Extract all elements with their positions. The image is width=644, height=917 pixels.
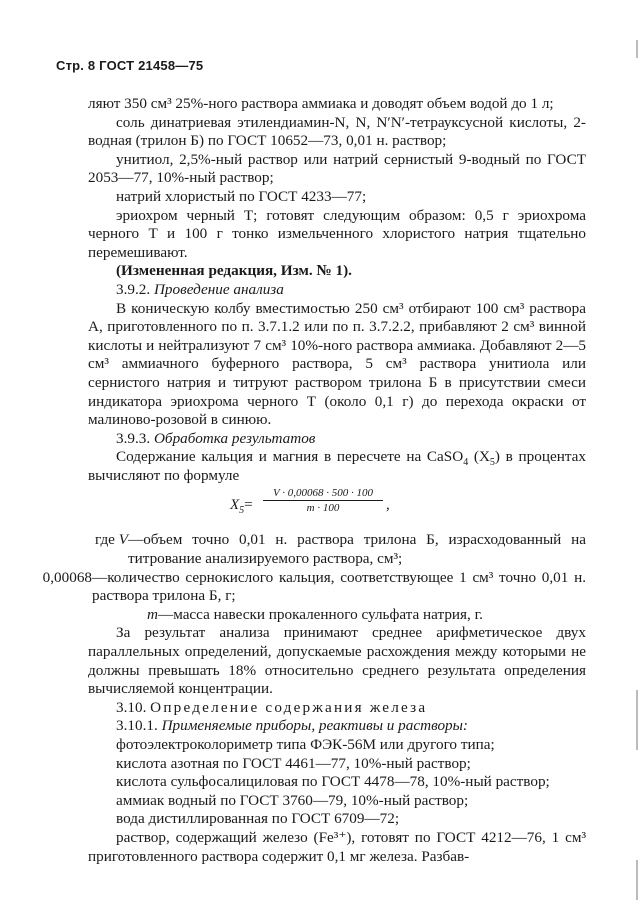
definition-text [128, 531, 586, 568]
subscript: 4 [463, 457, 469, 469]
section-title: Применяемые приборы, реактивы и растворы: [161, 717, 468, 735]
page-header [56, 58, 203, 73]
section-number: 3.9.2. [116, 280, 151, 298]
paragraph-ammonia-continued: ляют 350 см³ 25%-ного раствора аммиака и доводят объем водой до 1 л; [88, 95, 554, 112]
definition-variable: m [147, 605, 158, 623]
section-number: 3.9.3. [116, 429, 151, 447]
definition-description: масса навески прокаленного сульфата натрия, г. [173, 605, 483, 623]
paragraph-unithiol: унитиол, 2,5%-ный раствор или натрий сернистый 9-водный по ГОСТ 2053—77, 10%-ный раствор; [88, 150, 586, 187]
formula-lhs [230, 497, 253, 517]
formula-variable: X [230, 497, 240, 514]
definition-symbol [106, 606, 158, 625]
standard-code: ГОСТ 21458—75 [99, 58, 204, 73]
text-run: ) в процентах вычисляют по формуле [88, 448, 587, 484]
paragraph-result: За результат анализа принимают среднее арифметическое двух параллельных определений, допускаемые расхождения между которыми не должны превышать 18% относительно среднего результата определения вычисляемой концентрации. [88, 624, 586, 698]
paragraph-trilon-b: соль динатриевая этилендиамин-N, N, N′N′-тетрауксусной кислоты, 2-водная (трилон Б) по ГОСТ 10652—73, 0,01 н. раствор; [88, 113, 586, 150]
definition-symbol [76, 531, 128, 568]
formula-x5 [88, 487, 586, 527]
page-number: Стр. 8 [56, 58, 96, 73]
paragraph-calc-intro [88, 448, 586, 485]
paragraph-photocolorimeter: фотоэлектроколориметр типа ФЭК-56М или другого типа; [116, 736, 495, 753]
definition-v [88, 531, 586, 568]
section-title: Определение содержания железа [150, 698, 428, 716]
definition-coefficient [42, 568, 586, 606]
section-3-9-3-heading [88, 430, 586, 449]
paragraph-aqueous-ammonia: аммиак водный по ГОСТ 3760—79, 10%-ный раствор; [116, 791, 469, 809]
definition-m [88, 606, 586, 625]
paragraph-eriochrome: эриохром черный Т; готовят следующим образом: 0,5 г эриохрома черного Т и 100 г тонко измельченного хлористого натрия тщательно перемешивают. [88, 206, 586, 261]
definition-text [92, 569, 586, 606]
definition-dash: — [128, 531, 144, 549]
text-run: (X [468, 448, 490, 466]
definition-dash: — [158, 605, 174, 623]
paragraph-sodium-chloride: натрий хлористый по ГОСТ 4233—77; [116, 187, 367, 205]
formula-equals: = [244, 497, 253, 514]
paragraph-nitric-acid: кислота азотная по ГОСТ 4461—77, 10%-ный раствор; [116, 754, 471, 772]
formula-subscript: 5 [239, 505, 245, 517]
formula-fraction [263, 487, 383, 514]
formula-comma: , [386, 497, 390, 514]
definition-variable: 0,00068 [42, 568, 92, 586]
paragraph-iron-solution: раствор, содержащий железо (Fe³⁺), готовят по ГОСТ 4212—76, 1 см³ приготовленного раствора содержит 0,1 мг железа. Разбав- [88, 828, 586, 865]
scan-edge-mark [636, 690, 638, 750]
section-number: 3.10.1. [116, 717, 158, 735]
definition-text [158, 606, 586, 625]
paragraph-sulfosalicylic-acid: кислота сульфосалициловая по ГОСТ 4478—78, 10%-ный раствор; [116, 773, 550, 791]
section-3-9-2-heading [88, 281, 586, 300]
amendment-note: (Измененная редакция, Изм. № 1). [116, 262, 352, 280]
definition-prefix: где [94, 531, 115, 549]
definition-symbol [8, 569, 92, 606]
section-number: 3.10. [116, 698, 147, 716]
text-column [42, 95, 587, 866]
definition-variable: V [118, 531, 128, 549]
section-3-10-1-heading [88, 717, 586, 736]
section-title: Проведение анализа [153, 280, 284, 298]
formula-denominator: m · 100 [306, 502, 340, 515]
subscript: 5 [489, 457, 495, 469]
formula-numerator: V · 0,00068 · 500 · 100 [263, 487, 383, 501]
definition-description: объем точно 0,01 н. раствора трилона Б, израсходованный на титрование анализируемого раствора, см³; [128, 531, 586, 568]
scan-edge-mark [636, 860, 638, 900]
definition-description: количество сернокислого кальция, соответствующее 1 см³ точно 0,01 н. раствора трилона Б, г; [92, 568, 586, 605]
section-title: Обработка результатов [153, 429, 316, 447]
text-run: Содержание кальция и магния в пересчете на CaSO [116, 448, 464, 466]
variable-definitions [42, 531, 586, 624]
paragraph-distilled-water: вода дистиллированная по ГОСТ 6709—72; [116, 810, 400, 828]
section-3-10-heading [88, 699, 586, 718]
definition-dash: — [92, 568, 108, 586]
scan-edge-mark [636, 40, 638, 58]
paragraph-procedure: В коническую колбу вместимостью 250 см³ отбирают 100 см³ раствора А, приготовленного по п. 3.7.1.2 или по п. 3.7.2.2, прибавляют 2 см³ винной кислоты и нейтрализуют 7 см³ 10%-ного раствора аммиака. Добавляют 2—5 см³ аммиачного буферного раствора, 5 см³ раствора унитиола или сернистого натрия и титруют раствором трилона Б в присутствии смеси индикатора эриохрома черного Т (около 0,1 г) до перехода окраски от малиново-розовой в синюю. [88, 299, 586, 429]
